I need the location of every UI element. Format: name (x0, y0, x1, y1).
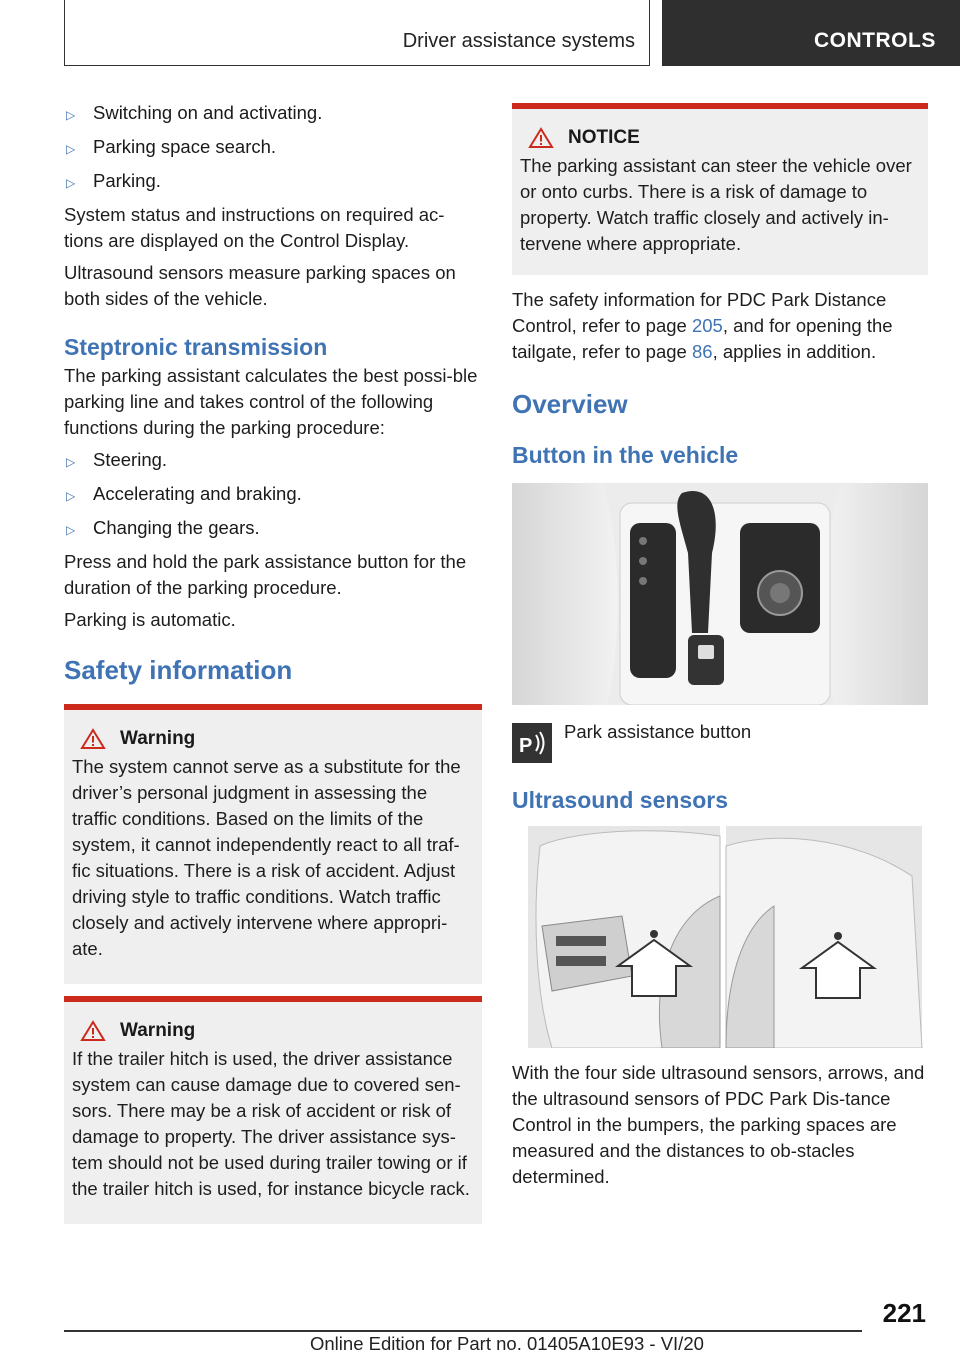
page-link-205[interactable]: 205 (691, 315, 723, 336)
paragraph-safety-refs: The safety information for PDC Park Distance Control, refer to page 205, and for opening the tailgate, refer to page 86, applies in addition. (512, 289, 893, 362)
warning-title: Warning (120, 1020, 196, 1041)
list-item: ▷ Switching on and activating. (64, 100, 482, 128)
ultrasound-sensors-image (512, 826, 928, 1048)
bullet-triangle-icon: ▷ (66, 142, 76, 156)
right-column (512, 103, 928, 1190)
paragraph: Parking is automatic. (64, 609, 236, 630)
footer-divider (64, 1330, 862, 1332)
list-item: ▷ Parking space search. (64, 134, 482, 162)
warning-triangle-icon (528, 127, 554, 149)
notice-box (512, 103, 928, 275)
bullet-list-functions (64, 447, 482, 543)
list-item: ▷ Steering. (64, 447, 482, 475)
bullet-triangle-icon: ▷ (66, 108, 76, 122)
heading-ultrasound-sensors: Ultrasound sensors (512, 787, 728, 813)
header-section-title: Driver assistance systems (402, 30, 635, 52)
header-chapter-tab (662, 0, 960, 66)
header-section-tab (64, 0, 650, 66)
list-item: ▷ Parking. (64, 168, 482, 196)
edition-note: Online Edition for Part no. 01405A10E93 - VI/20 (310, 1333, 704, 1354)
warning-title: Warning (120, 728, 196, 749)
paragraph: Ultrasound sensors measure parking spaces on both sides of the vehicle. (64, 262, 456, 309)
bullet-triangle-icon: ▷ (66, 176, 76, 190)
park-assist-button-icon (512, 723, 552, 763)
paragraph-sensors: With the four side ultrasound sensors, arrows, and the ultrasound sensors of PDC Park Dis-tance Control in the bumpers, the parking spaces are measured and the distances to ob-stacles determined. (512, 1062, 925, 1187)
list-item: ▷ Changing the gears. (64, 515, 482, 543)
bullet-list-modes (64, 100, 482, 196)
warning-text: The system cannot serve as a substitute for the driver’s personal judgment in assessing the traffic conditions. Based on the limits of the system, it cannot independently react to all traf-fic situations. There is a risk of accident. Adjust driving style to traffic conditions. Watch traffic closely and actively intervene where appropri-ate. (72, 756, 461, 959)
notice-title: NOTICE (568, 127, 640, 148)
bullet-triangle-icon: ▷ (66, 489, 76, 503)
heading-safety-information: Safety information (64, 655, 293, 685)
warning-triangle-icon (80, 1020, 106, 1042)
warning-text: If the trailer hitch is used, the driver assistance system can cause damage due to covered sen-sors. There may be a risk of accident or risk of damage to property. The driver assistance sys-tem should not be used during trailer towing or if the trailer hitch is used, for instance bicycle rack. (72, 1048, 470, 1199)
header-chapter-title: CONTROLS (814, 29, 936, 52)
button-legend (512, 723, 928, 763)
paragraph: System status and instructions on required ac-tions are displayed on the Control Display. (64, 204, 445, 251)
warning-box-1 (64, 704, 482, 984)
center-console-illustration (512, 483, 928, 705)
page-number: 221 (882, 1298, 926, 1328)
list-item: ▷ Accelerating and braking. (64, 481, 482, 509)
bullet-triangle-icon: ▷ (66, 523, 76, 537)
heading-overview: Overview (512, 389, 628, 419)
center-console-image (512, 483, 928, 705)
sensor-illustration (512, 826, 928, 1048)
left-column (64, 100, 482, 1224)
heading-steptronic: Steptronic transmission (64, 334, 328, 360)
bullet-triangle-icon: ▷ (66, 455, 76, 469)
page-link-86[interactable]: 86 (691, 341, 713, 362)
heading-button-in-vehicle: Button in the vehicle (512, 442, 739, 468)
button-legend-label: Park assistance button (564, 721, 752, 742)
paragraph: Press and hold the park assistance button for the duration of the parking procedure. (64, 551, 467, 598)
warning-box-2 (64, 996, 482, 1224)
svg-text:P: P (519, 735, 533, 757)
warning-triangle-icon (80, 728, 106, 750)
paragraph: The parking assistant calculates the best possi-ble parking line and takes control of the following functions during the parking procedure: (64, 365, 478, 438)
notice-text: The parking assistant can steer the vehicle over or onto curbs. There is a risk of damage to property. Watch traffic closely and actively in-tervene where appropriate. (520, 155, 912, 254)
